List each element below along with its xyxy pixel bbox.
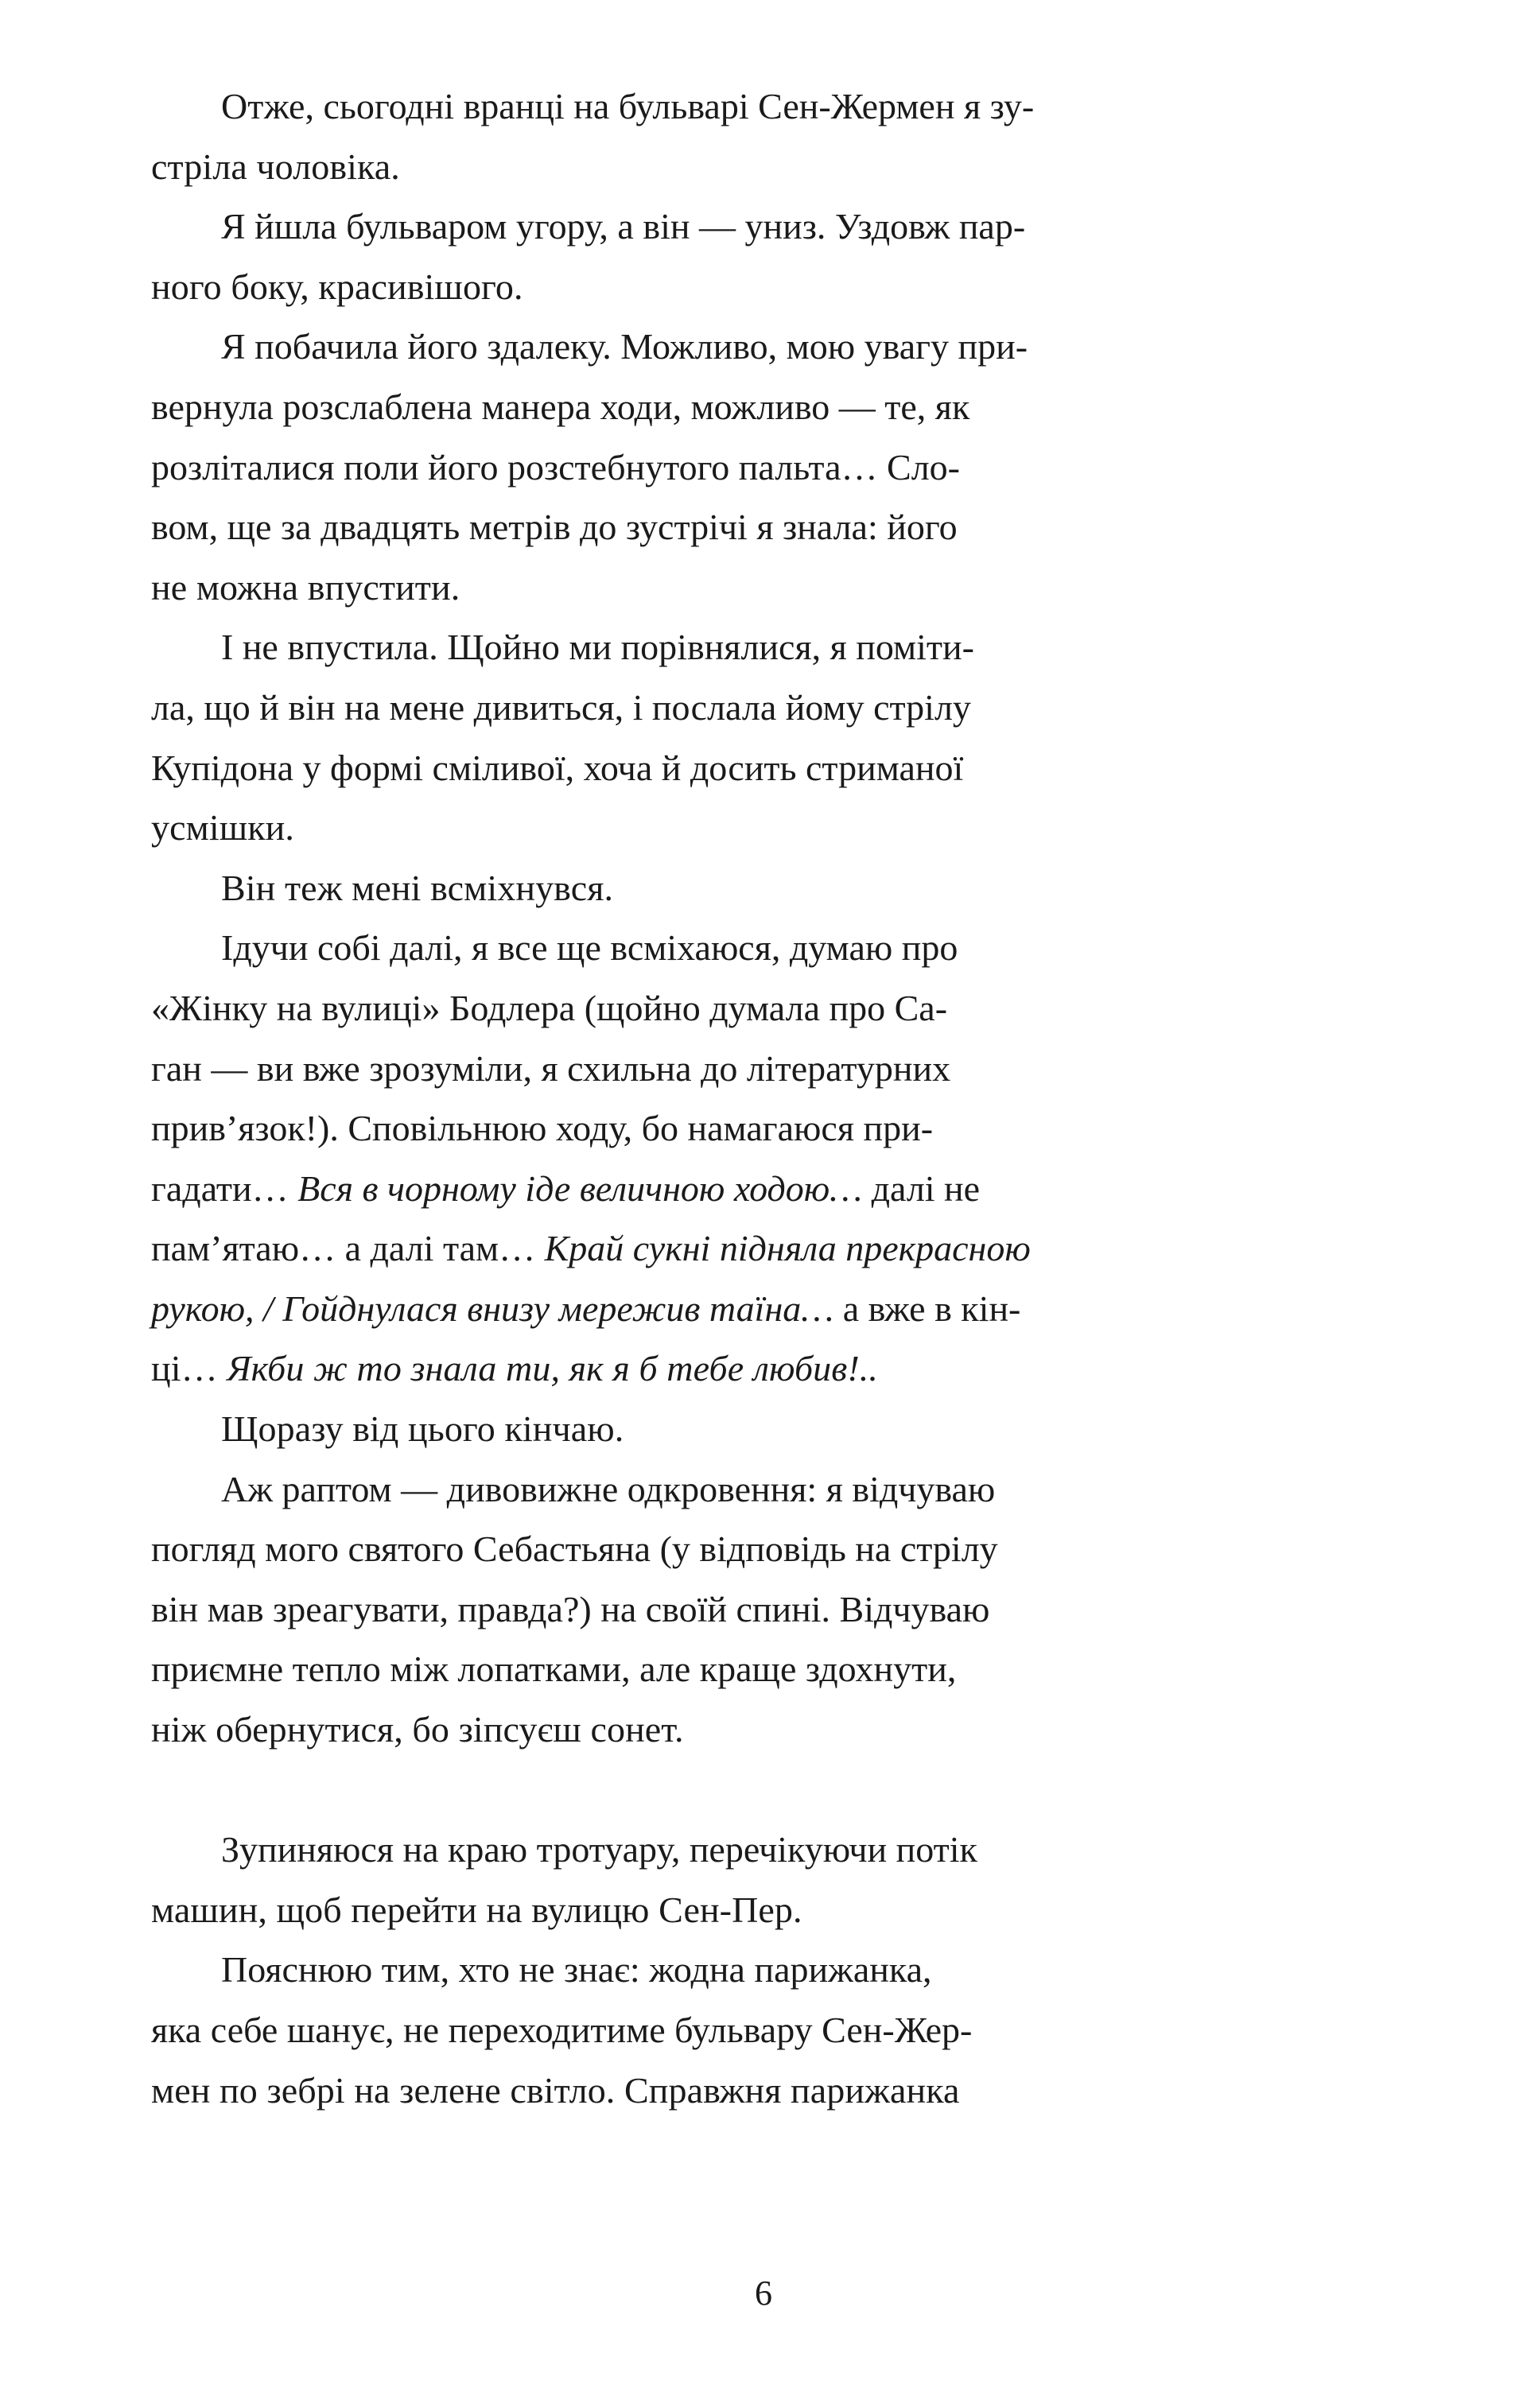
paragraph [151,1399,1385,1459]
text-line [151,1459,1385,1520]
italic-quote-run: Край сукні підняла прекрасною [544,1228,1031,1269]
text-run: Щоразу від цього кінчаю. [221,1408,624,1450]
text-line [151,1098,1385,1159]
text-line [151,1639,1385,1699]
paragraph [151,1940,1385,2120]
text-run: яка себе шанує, не переходитиме бульвару Сен-Жер- [151,2010,973,2050]
text-line [151,317,1385,377]
paragraph [151,918,1385,1399]
text-run: мен по зебрі на зелене світло. Справжня парижанка [151,2069,960,2111]
text-run: ці… [151,1348,227,1389]
paragraph [151,196,1385,317]
text-run: машин, щоб перейти на вулицю Сен-Пер. [151,1889,802,1930]
italic-quote-run: Вся в чорному іде величною ходою… [297,1167,863,1209]
text-line [151,1880,1385,1940]
text-run: Аж раптом — дивовижне одкровення: я відчуваю [221,1468,996,1509]
text-line [151,137,1385,197]
text-line [151,437,1385,498]
italic-quote-run: рукою, / Гойднулася внизу мережив таїна… [151,1288,834,1329]
paragraph [151,1820,1385,1940]
text-run: Пояснюю тим, хто не знає: жодна парижанка, [221,1949,932,1990]
text-line [151,678,1385,738]
text-line [151,738,1385,798]
text-line [151,1940,1385,2000]
text-run: Отже, сьогодні вранці на бульварі Сен-Жермен я зу- [221,86,1035,126]
text-line [151,1579,1385,1640]
text-line [151,196,1385,257]
text-line [151,557,1385,618]
text-line [151,497,1385,557]
text-run: прив’язок!). Сповільнюю ходу, бо намагаюся при- [151,1108,934,1149]
text-run: далі не [862,1167,981,1209]
text-line [151,1820,1385,1880]
text-run: розліталися поли його розстебнутого пальта… Сло- [151,446,960,487]
paragraph [151,617,1385,857]
text-line [151,1279,1385,1339]
paragraph [151,858,1385,919]
italic-quote-run: Якби ж то знала ти, як я б тебе любив!.. [227,1348,878,1389]
text-run: Ідучи собі далі, я все ще всміхаюся, думаю про [221,927,958,969]
page-number: 6 [755,2274,772,2313]
text-run: стріла чоловіка. [151,146,400,187]
text-line [151,798,1385,858]
paragraph-gap [151,1760,1385,1820]
paragraph [151,317,1385,617]
text-run: ган — ви вже зрозуміли, я схильна до літературних [151,1047,951,1089]
paragraph [151,1459,1385,1760]
text-run: Я побачила його здалеку. Можливо, мою увагу при- [221,326,1028,367]
text-line [151,2000,1385,2060]
text-line [151,1338,1385,1399]
text-line [151,257,1385,317]
text-run: гадати… [151,1167,298,1209]
text-run: не можна впустити. [151,566,460,608]
paragraph [151,76,1385,196]
text-run: ніж обернутися, бо зіпсуєш сонет. [151,1709,684,1750]
text-run: вернула розслаблена манера ходи, можливо — те, як [151,386,970,427]
text-run: вом, ще за двадцять метрів до зустрічі я знала: його [151,507,958,548]
text-line [151,377,1385,437]
text-line [151,1039,1385,1099]
text-run: пам’ятаю… а далі там… [151,1228,545,1269]
text-line [151,617,1385,678]
text-line [151,76,1385,137]
text-run: І не впустила. Щойно ми порівнялися, я помiти- [221,627,974,668]
text-run: погляд мого святого Себастьяна (у відповідь на стрілу [151,1528,998,1570]
text-run: він мав зреагувати, правда?) на своїй спині. Відчуваю [151,1588,990,1629]
text-line [151,1218,1385,1279]
text-run: Купідона у формі сміливої, хоча й досить стриманої [151,747,964,788]
text-line [151,1159,1385,1219]
text-run: ла, що й він на мене дивиться, і послала йому стрілу [151,686,971,728]
text-run: Він теж мені всміхнувся. [221,867,614,908]
text-line [151,1699,1385,1760]
text-line [151,858,1385,919]
text-run: «Жінку на вулиці» Бодлера (щойно думала про Са- [151,987,948,1028]
text-run: Я йшла бульваром угору, а він — униз. Уздовж пар- [221,206,1026,247]
text-run: а вже в кін- [833,1288,1021,1329]
body-text-block [151,76,1385,2120]
text-run: Зупиняюся на краю тротуару, перечікуючи потік [221,1829,977,1870]
text-line [151,1519,1385,1579]
text-run: ного боку, красивішого. [151,266,523,307]
text-run: усмішки. [151,807,294,849]
text-line [151,978,1385,1039]
text-run: приємне тепло між лопатками, але краще здохнути, [151,1649,957,1690]
text-line [151,1399,1385,1459]
text-line [151,918,1385,978]
text-line [151,2060,1385,2121]
